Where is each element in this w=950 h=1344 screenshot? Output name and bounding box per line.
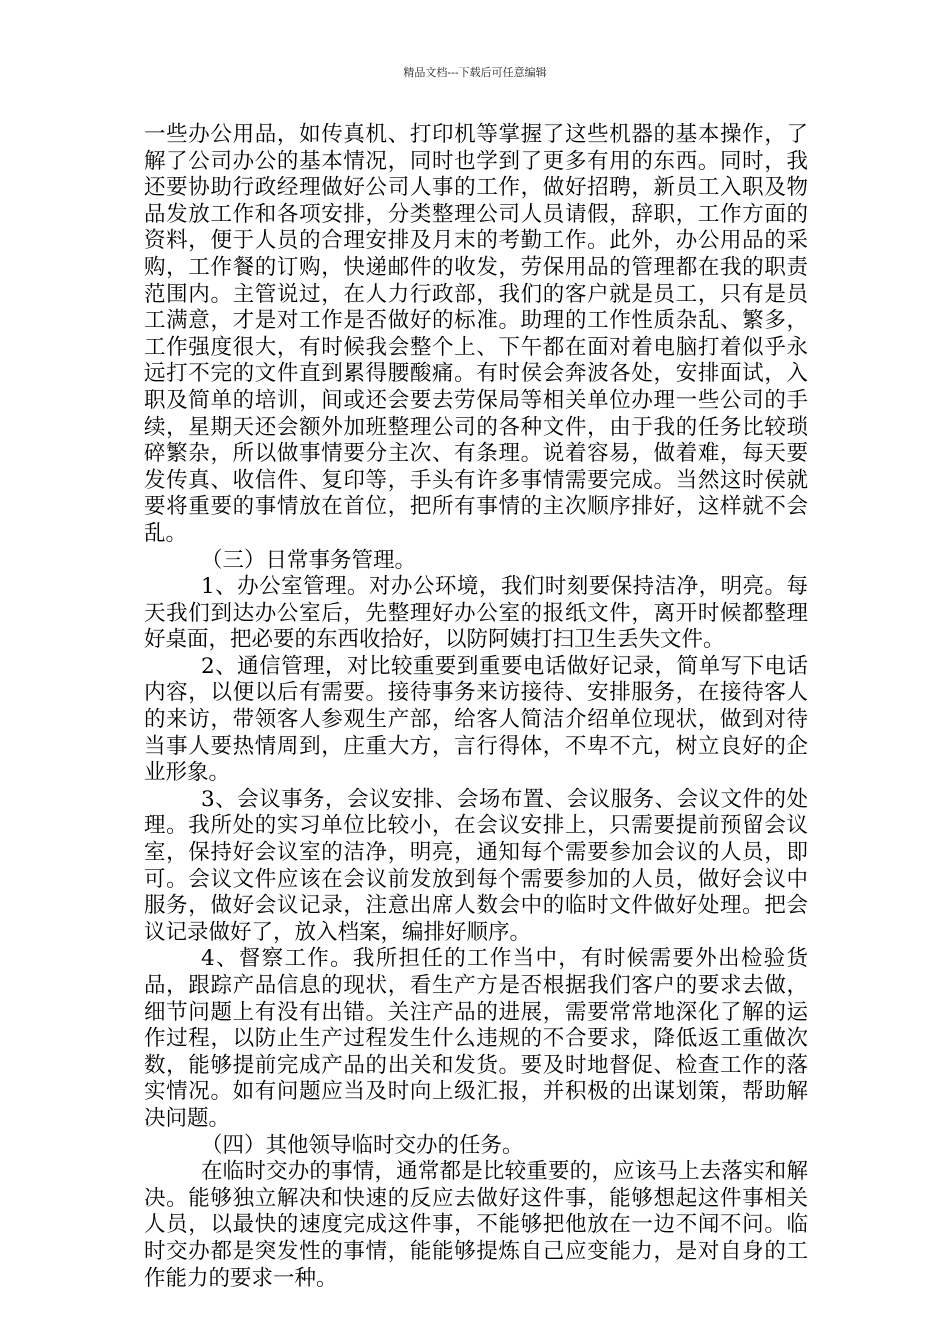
paragraph-1: 一些办公用品，如传真机、打印机等掌握了这些机器的基本操作，了解了公司办公的基本情况，同时也学到了更多有用的东西。同时，我还要协助行政经理做好公司人事的工作，做好招聘，新员工入职及物品发放工作和各项安排，分类整理公司人员请假，辞职，工作方面的资料，便于人员的合理安排及月末的考勤工作。此外，办公用品的采购，工作餐的订购，快递邮件的收发，劳保用品的管理都在我的职责范围内。主管说过，在人力行政部，我们的客户就是员工，只有是员工满意，才是对工作是否做好的标准。助理的工作性质杂乱、繁多，工作强度很大，有时候我会整个上、下午都在面对着电脑打着似乎永远打不完的文件直到累得腰酸痛。有时侯会奔波各处，安排面试，入职及简单的培训，间或还会要去劳保局等相关单位办理一些公司的手续，星期天还会额外加班整理公司的各种文件，由于我的任务比较琐碎繁杂，所以做事情要分主次、有条理。说着容易，做着难，每天要发传真、收信件、复印等，手头有许多事情需要完成。当然这时侯就要将重要的事情放在首位，把所有事情的主次顺序排好，这样就不会乱。 [144, 122, 808, 546]
paragraph-temporary-tasks: 在临时交办的事情，通常都是比较重要的，应该马上去落实和解决。能够独立解决和快速的反应去做好这件事，能够想起这件事相关人员，以最快的速度完成这件事，不能够把他放在一边不闻不问。临时交办都是突发性的事情，能能够提炼自己应变能力，是对自身的工作能力的要求一种。 [144, 1159, 808, 1291]
paragraph-supervision-work: 4、督察工作。我所担任的工作当中，有时候需要外出检验货品，跟踪产品信息的现状，看生产方是否根据我们客户的要求去做，细节问题上有没有出错。关注产品的进展，需要常常地深化了解的运作过程，以防止生产过程发生什么违规的不合要求，降低返工重做次数，能够提前完成产品的出关和发货。要及时地督促、检查工作的落实情况。如有问题应当及时向上级汇报，并积极的出谋划策，帮助解决问题。 [144, 946, 808, 1131]
section-heading-4: （四）其他领导临时交办的任务。 [201, 1132, 524, 1158]
paragraph-communication-management: 2、通信管理，对比较重要到重要电话做好记录，简单写下电话内容，以便以后有需要。接待事务来访接待、安排服务，在接待客人的来访，带领客人参观生产部，给客人简洁介绍单位现状，做到对待当事人要热情周到，庄重大方，言行得体，不卑不亢，树立良好的企业形象。 [144, 653, 808, 786]
page-header: 精品文档---下载后可任意编辑 [403, 66, 547, 79]
paragraph-meeting-affairs: 3、会议事务，会议安排、会场布置、会议服务、会议文件的处理。我所处的实习单位比较小，在会议安排上，只需要提前预留会议室，保持好会议室的洁净，明亮，通知每个需要参加会议的人员，即可。会议文件应该在会议前发放到每个需要参加的人员，做好会议中服务，做好会议记录，注意出席人数会中的临时文件做好处理。把会议记录做好了，放入档案，编排好顺序。 [144, 786, 808, 945]
paragraph-office-management: 1、办公室管理。对办公环境，我们时刻要保持洁净，明亮。每天我们到达办公室后，先整理好办公室的报纸文件，离开时候都整理好桌面，把必要的东西收拾好，以防阿姨打扫卫生丢失文件。 [144, 574, 808, 653]
section-heading-3: （三）日常事务管理。 [201, 547, 417, 573]
document-body [144, 122, 808, 1292]
